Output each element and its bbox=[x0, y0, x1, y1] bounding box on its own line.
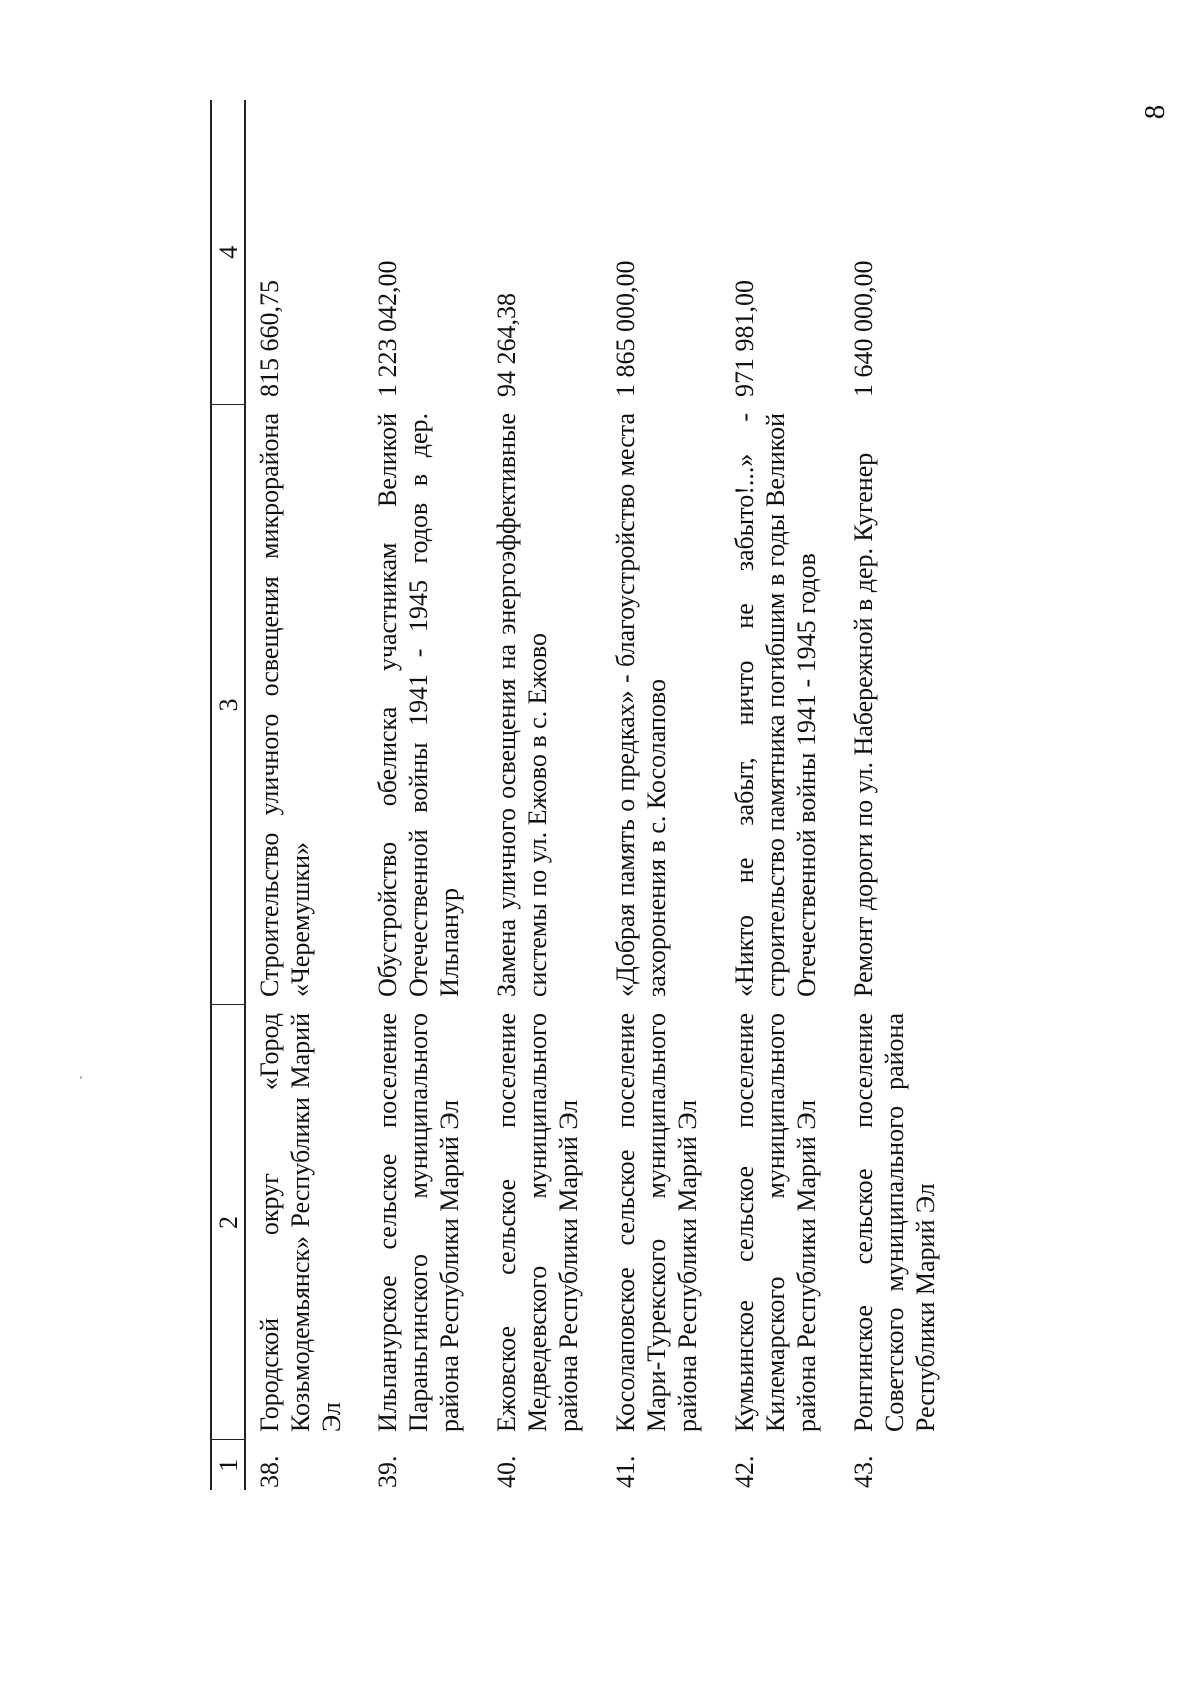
table-row bbox=[721, 100, 840, 1490]
page-number: 8 bbox=[1139, 104, 1171, 120]
amount-value: 1 865 000,00 bbox=[611, 260, 640, 397]
column-header-3: 3 bbox=[211, 405, 245, 1005]
municipality-name: Кумьинское сельское поселение Килемарского муниципального района Республики Марий Эл bbox=[730, 1013, 821, 1432]
municipality-name: Косолаповское сельское поселение Мари-Турекского муниципального района Республики Марий Эл bbox=[611, 1013, 702, 1432]
amount-value: 1 223 042,00 bbox=[373, 260, 402, 397]
municipality-name: Ронгинское сельское поселение Советского муниципального района Республики Марий Эл bbox=[849, 1013, 940, 1432]
row-number: 40. bbox=[492, 1455, 521, 1488]
project-description: Обустройство обелиска участникам Великой Отечественной войны 1941 - 1945 годов в дер. Ильпанур bbox=[373, 413, 464, 997]
municipality-name: Городской округ «Город Козьмодемьянск» Республики Марий Эл bbox=[255, 1013, 346, 1432]
amount-value: 94 264,38 bbox=[492, 293, 521, 397]
project-description: «Никто не забыт, ничто не забыто!...» - строительство памятника погибшим в годы Великой Отечественной войны 1941 - 1945 годов bbox=[730, 413, 821, 997]
table-row bbox=[483, 100, 602, 1490]
row-number: 41. bbox=[611, 1455, 640, 1488]
table-row bbox=[602, 100, 721, 1490]
municipality-name: Ильпанурское сельское поселение Параньгинского муниципального района Республики Марий Эл bbox=[373, 1013, 464, 1432]
row-number: 42. bbox=[730, 1455, 759, 1488]
amount-value: 971 981,00 bbox=[730, 280, 759, 397]
project-description: Ремонт дороги по ул. Набережной в дер. Кугенер bbox=[849, 452, 878, 997]
row-number: 39. bbox=[373, 1455, 402, 1488]
allocation-table bbox=[210, 100, 959, 1490]
table-row bbox=[840, 100, 959, 1490]
column-header-2: 2 bbox=[211, 1005, 245, 1440]
row-number: 38. bbox=[255, 1455, 284, 1488]
project-description: «Добрая память о предках» - благоустройство места захоронения в с. Косолапово bbox=[611, 413, 671, 997]
project-description: Замена уличного освещения на энергоэффективные системы по ул. Ежово в с. Ежово bbox=[492, 413, 552, 997]
amount-value: 1 640 000,00 bbox=[849, 260, 878, 397]
column-header-1: 1 bbox=[211, 1440, 245, 1490]
scan-speck bbox=[80, 1076, 82, 1079]
table-row bbox=[364, 100, 483, 1490]
project-description: Строительство уличного освещения микрорайона «Черемушки» bbox=[255, 413, 315, 997]
table-header-row bbox=[211, 100, 245, 1490]
rotated-table-container bbox=[210, 100, 1010, 1490]
row-number: 43. bbox=[849, 1455, 878, 1488]
table-row bbox=[245, 100, 364, 1490]
municipality-name: Ежовское сельское поселение Медведевского муниципального района Республики Марий Эл bbox=[492, 1013, 583, 1432]
amount-value: 815 660,75 bbox=[255, 280, 284, 397]
column-header-4: 4 bbox=[211, 100, 245, 405]
